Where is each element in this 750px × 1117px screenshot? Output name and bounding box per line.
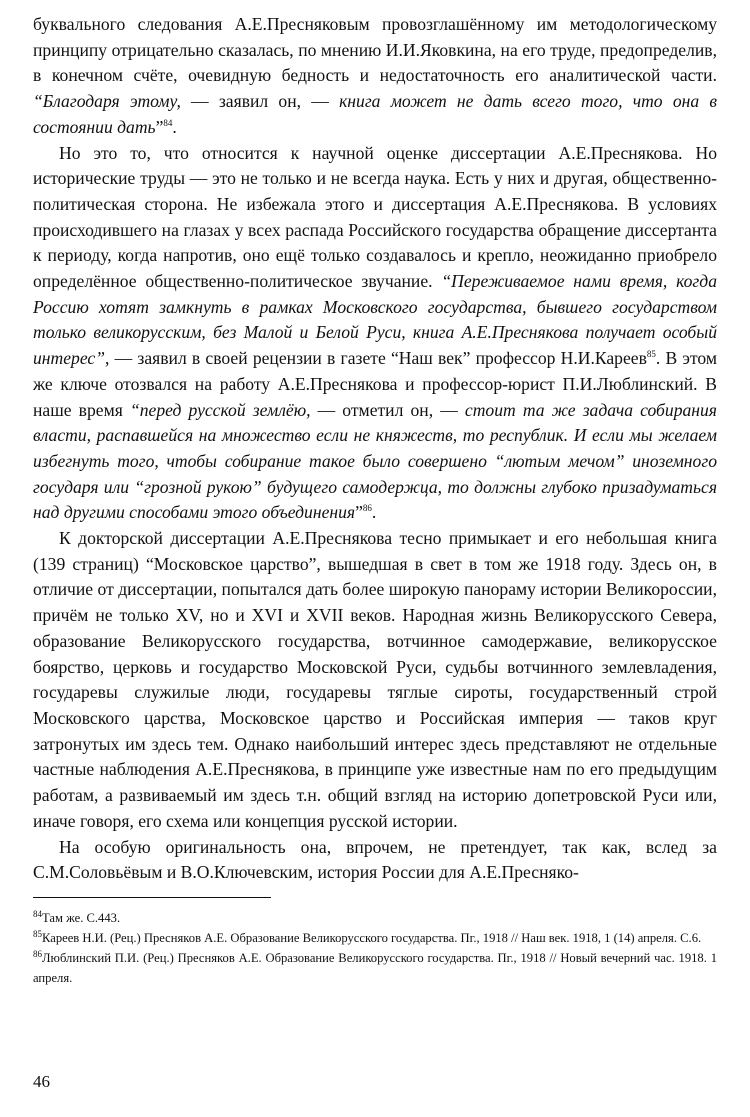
footnote [33, 928, 717, 948]
text-run: . В этом же ключе отозвался на работу А.Е.Преснякова и профессор-юрист П.И.Люблинский. В наше время [33, 348, 717, 420]
footnote-number: 86 [33, 948, 42, 959]
footnote-divider [33, 897, 271, 898]
text-run: На особую оригинальность она, впрочем, не претендует, так как, вслед за С.М.Соловьёвым и В.О.Ключевским, история России для А.Е.Пресняко- [33, 836, 717, 883]
footnote-text: Люблинский П.И. (Рец.) Пресняков А.Е. Образование Великорусского государства. Пг., 1918 // Новый вечерний час. 1918. 1 апреля. [33, 950, 717, 985]
text-run: Но это то, что относится к научной оценке диссертации А.Е.Преснякова. Но исторические труды — это не только и не всегда наука. Есть у них и другая, общественно-политическая сторона. Не избежала этого и диссертация А.Е.Преснякова. В условиях происходившего на глазах у всех распада Российского государства обращение диссертанта к периоду, когда напротив, оно ещё только создавалось и крепло, неожиданно приобрело определённое общественно-политическое звучание. [33, 142, 717, 292]
footnote [33, 948, 717, 988]
footnote [33, 908, 717, 928]
text-run: — отметил он, — [310, 399, 465, 420]
footnote-text: Кареев Н.И. (Рец.) Пресняков А.Е. Образование Великорусского государства. Пг., 1918 // Наш век. 1918, 1 (14) апреля. С.6. [42, 930, 702, 945]
quote-text: “Благодаря этому, [33, 91, 181, 112]
footnote-number: 85 [33, 928, 42, 939]
footnote-ref: 86 [362, 503, 372, 514]
footnote-number: 84 [33, 908, 42, 919]
footnote-ref: 85 [646, 349, 656, 360]
paragraph [33, 141, 717, 527]
text-run: . [371, 502, 377, 523]
footnote-text: Там же. С.443. [42, 910, 121, 925]
text-run: буквального следования А.Е.Пресняковым провозглашённому им методологическому принципу отрицательно сказалась, по мнению И.И.Яковкина, на его труде, предопределив, в конечном счёте, очевидную бедность и недостаточность его аналитической части. [33, 14, 717, 86]
page-number: 46 [33, 1072, 50, 1091]
footnotes [33, 908, 717, 988]
quote-text: книга может не дать всего того, что она в состоянии дать [33, 91, 717, 137]
paragraph [33, 526, 717, 834]
page-body [33, 12, 717, 988]
quote-text: “Переживаемое нами время, когда Россию хотят замкнуть в рамках Московского государства, бывшего государством только великорусским, без Малой и Белой Руси, книга А.Е.Преснякова получает особый интерес” [33, 271, 717, 369]
paragraph [33, 835, 717, 886]
footnote-ref: 84 [163, 117, 173, 128]
quote-text: стоит та же задача собирания власти, распавшейся на множество если не княжеств, то республик. И если мы желаем избегнуть того, чтобы собирание такое было совершено “лютым мечом” иноземного государя или “грозной рукою” будущего самодержца, то должны глубоко призадуматься над другими способами этого объединения [33, 399, 717, 523]
text-run: — заявил он, — [180, 91, 340, 112]
text-run: , — заявил в своей рецензии в газете “Наш век” профессор Н.И.Кареев [105, 348, 647, 369]
text-run: . [172, 116, 177, 137]
text-run: ” [155, 116, 164, 137]
text-run: К докторской диссертации А.Е.Преснякова тесно примыкает и его небольшая книга (139 страниц) “Московское царство”, вышедшая в свет в том же 1918 году. Здесь он, в отличие от диссертации, попытался дать более широкую панораму истории Великороссии, причём не только XV, но и XVI и XVII веков. Народная жизнь Великорусского Севера, образование Великорусского государства, вотчинное самодержавие, великорусское боярство, церковь и государство Московской Руси, судьбы вотчинного землевладения, государевы служилые люди, государевы тяглые сироты, государственный строй Московского царства, Московское царство и Российская империя — таков круг затронутых им здесь тем. Однако наибольший интерес здесь представляют не отдельные частные наблюдения А.Е.Преснякова, в принципе уже известные нам по его предыдущим работам, а развиваемый им здесь т.н. общий взгляд на историю допетровской Руси или, иначе говоря, его схема или концепция русской истории. [33, 528, 717, 831]
paragraph [33, 12, 717, 141]
quote-text: “перед русской землёю, [129, 399, 311, 420]
main-text [33, 12, 717, 886]
text-run: ” [355, 502, 363, 523]
